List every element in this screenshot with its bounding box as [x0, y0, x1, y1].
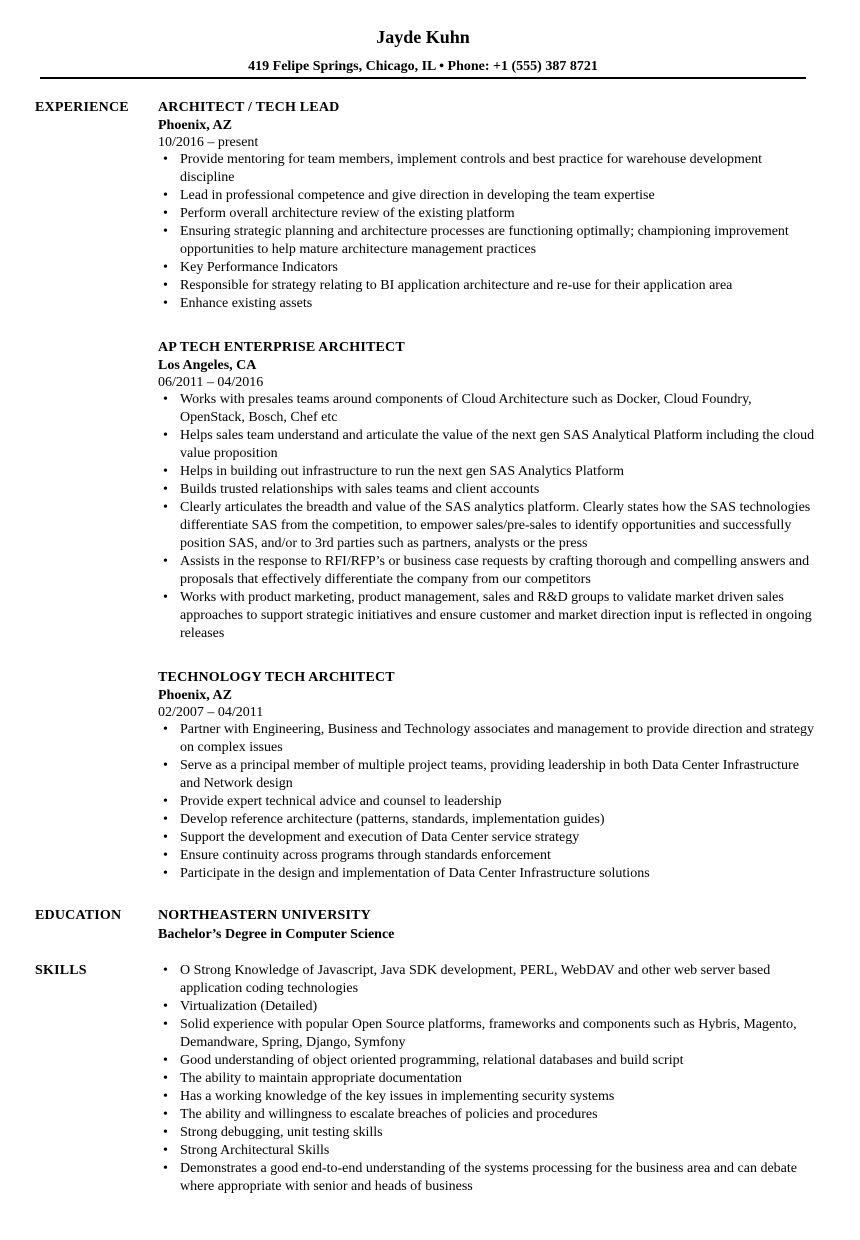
- skills-list: [158, 962, 818, 1196]
- bullet-item: [158, 463, 818, 481]
- resume-name: Jayde Kuhn: [376, 27, 470, 47]
- bullet-icon: •: [163, 482, 168, 497]
- skill-text: Demonstrates a good end-to-end understanding of the systems processing for the business area and can debate where appropriate with senior and heads of business: [180, 1161, 797, 1194]
- bullet-icon: •: [163, 260, 168, 275]
- job-bullets: [158, 391, 818, 643]
- bullet-icon: •: [163, 464, 168, 479]
- education-heading: EDUCATION: [35, 908, 122, 923]
- job-title: AP TECH ENTERPRISE ARCHITECT: [158, 340, 405, 355]
- skill-text: O Strong Knowledge of Javascript, Java SDK development, PERL, WebDAV and other web server based application coding technologies: [180, 963, 771, 996]
- bullet-item: [158, 151, 818, 187]
- bullet-text: Key Performance Indicators: [180, 260, 338, 275]
- bullet-icon: •: [163, 278, 168, 293]
- bullet-text: Participate in the design and implementation of Data Center Infrastructure solutions: [180, 866, 650, 881]
- bullet-text: Provide mentoring for team members, implement controls and best practice for warehouse development discipline: [180, 152, 762, 185]
- bullet-text: Builds trusted relationships with sales teams and client accounts: [180, 482, 540, 497]
- job-location: Los Angeles, CA: [158, 358, 257, 373]
- bullet-item: [158, 847, 818, 865]
- bullet-item: [158, 811, 818, 829]
- skill-item: [158, 1052, 818, 1070]
- job-dates: 06/2011 – 04/2016: [158, 375, 264, 390]
- bullet-text: Perform overall architecture review of the existing platform: [180, 206, 515, 221]
- skill-item: [158, 1070, 818, 1088]
- job-entry: [158, 99, 818, 313]
- bullet-icon: •: [163, 722, 168, 737]
- skill-item: [158, 1160, 818, 1196]
- skill-item: [158, 1016, 818, 1052]
- bullet-icon: •: [163, 428, 168, 443]
- header-divider: [40, 77, 806, 79]
- job-bullets: [158, 151, 818, 313]
- bullet-icon: •: [163, 866, 168, 881]
- skills-heading: SKILLS: [35, 963, 87, 978]
- bullet-icon: •: [163, 1125, 168, 1140]
- bullet-text: Responsible for strategy relating to BI application architecture and re-use for their application area: [180, 278, 733, 293]
- bullet-icon: •: [163, 206, 168, 221]
- job-dates: 02/2007 – 04/2011: [158, 705, 264, 720]
- skill-item: [158, 1106, 818, 1124]
- school-name: NORTHEASTERN UNIVERSITY: [158, 908, 371, 923]
- job-entry: [158, 339, 818, 643]
- skill-text: Strong Architectural Skills: [180, 1143, 330, 1158]
- bullet-item: [158, 499, 818, 553]
- bullet-icon: •: [163, 963, 168, 978]
- bullet-icon: •: [163, 830, 168, 845]
- bullet-icon: •: [163, 1053, 168, 1068]
- job-location: Phoenix, AZ: [158, 118, 232, 133]
- bullet-item: [158, 589, 818, 643]
- bullet-text: Helps sales team understand and articulate the value of the next gen SAS Analytical Platform including the cloud value proposition: [180, 428, 815, 461]
- experience-heading: EXPERIENCE: [35, 100, 129, 115]
- bullet-item: [158, 865, 818, 883]
- bullet-text: Ensure continuity across programs through standards enforcement: [180, 848, 551, 863]
- job-dates: 10/2016 – present: [158, 135, 259, 150]
- bullet-icon: •: [163, 152, 168, 167]
- skill-item: [158, 998, 818, 1016]
- bullet-item: [158, 481, 818, 499]
- bullet-text: Assists in the response to RFI/RFP’s or business case requests by crafting thorough and compelling answers and proposals that effectively differentiate the company from our competitors: [180, 554, 810, 587]
- bullet-item: [158, 187, 818, 205]
- bullet-text: Lead in professional competence and give direction in developing the team expertise: [180, 188, 655, 203]
- bullet-text: Ensuring strategic planning and architecture processes are functioning optimally; championing improvement opportunities to help mature architecture management practices: [180, 224, 789, 257]
- bullet-icon: •: [163, 1089, 168, 1104]
- bullet-icon: •: [163, 812, 168, 827]
- bullet-icon: •: [163, 224, 168, 239]
- skill-text: Good understanding of object oriented programming, relational databases and build script: [180, 1053, 684, 1068]
- bullet-icon: •: [163, 500, 168, 515]
- bullet-text: Works with presales teams around components of Cloud Architecture such as Docker, Cloud Foundry, OpenStack, Bosch, Chef etc: [180, 392, 752, 425]
- skill-text: Virtualization (Detailed): [180, 999, 318, 1014]
- job-entry: [158, 669, 818, 883]
- skill-text: Strong debugging, unit testing skills: [180, 1125, 383, 1140]
- job-title: ARCHITECT / TECH LEAD: [158, 100, 340, 115]
- bullet-text: Works with product marketing, product management, sales and R&D groups to validate market driven sales approaches to support strategic initiatives and ensure customer and market direction input is reflected in ongoing releases: [180, 590, 812, 641]
- bullet-icon: •: [163, 1107, 168, 1122]
- bullet-item: [158, 223, 818, 259]
- contact-line: 419 Felipe Springs, Chicago, IL • Phone: +1 (555) 387 8721: [248, 59, 598, 74]
- bullet-item: [158, 295, 818, 313]
- education-entry: [158, 907, 818, 945]
- bullet-icon: •: [163, 999, 168, 1014]
- skill-item: [158, 1088, 818, 1106]
- bullet-icon: •: [163, 392, 168, 407]
- bullet-icon: •: [163, 1017, 168, 1032]
- bullet-item: [158, 205, 818, 223]
- skill-text: The ability and willingness to escalate breaches of policies and procedures: [180, 1107, 598, 1122]
- bullet-icon: •: [163, 554, 168, 569]
- bullet-icon: •: [163, 188, 168, 203]
- bullet-icon: •: [163, 1161, 168, 1176]
- skill-item: [158, 1124, 818, 1142]
- bullet-item: [158, 829, 818, 847]
- bullet-text: Enhance existing assets: [180, 296, 313, 311]
- skill-text: Has a working knowledge of the key issues in implementing security systems: [180, 1089, 615, 1104]
- bullet-icon: •: [163, 590, 168, 605]
- bullet-item: [158, 277, 818, 295]
- bullet-icon: •: [163, 794, 168, 809]
- bullet-text: Partner with Engineering, Business and Technology associates and management to provide direction and strategy on complex issues: [180, 722, 815, 755]
- bullet-item: [158, 553, 818, 589]
- bullet-text: Develop reference architecture (patterns, standards, implementation guides): [180, 812, 605, 827]
- bullet-text: Support the development and execution of Data Center service strategy: [180, 830, 580, 845]
- bullet-icon: •: [163, 1143, 168, 1158]
- job-location: Phoenix, AZ: [158, 688, 232, 703]
- skill-text: Solid experience with popular Open Source platforms, frameworks and components such as Hybris, Magento, Demandware, Spring, Django, Symfony: [180, 1017, 797, 1050]
- bullet-text: Helps in building out infrastructure to run the next gen SAS Analytics Platform: [180, 464, 625, 479]
- bullet-text: Provide expert technical advice and counsel to leadership: [180, 794, 502, 809]
- skill-item: [158, 1142, 818, 1160]
- bullet-item: [158, 259, 818, 277]
- degree-name: Bachelor’s Degree in Computer Science: [158, 927, 395, 942]
- bullet-item: [158, 391, 818, 427]
- skill-item: [158, 962, 818, 998]
- bullet-item: [158, 793, 818, 811]
- bullet-item: [158, 721, 818, 757]
- bullet-text: Clearly articulates the breadth and value of the SAS analytics platform. Clearly states how the SAS technologies differentiate SAS from the competition, to empower sales/pre-sales to identify opportunities and successfully position SAS, and/or to 3rd parties such as partners, analysts or the press: [180, 500, 811, 551]
- experience-list: [158, 99, 818, 909]
- job-bullets: [158, 721, 818, 883]
- bullet-icon: •: [163, 296, 168, 311]
- bullet-icon: •: [163, 758, 168, 773]
- skill-text: The ability to maintain appropriate documentation: [180, 1071, 462, 1086]
- bullet-icon: •: [163, 1071, 168, 1086]
- bullet-icon: •: [163, 848, 168, 863]
- bullet-text: Serve as a principal member of multiple project teams, providing leadership in both Data Center Infrastructure and Network design: [180, 758, 799, 791]
- skills-body: [158, 962, 818, 1196]
- bullet-item: [158, 757, 818, 793]
- job-title: TECHNOLOGY TECH ARCHITECT: [158, 670, 395, 685]
- bullet-item: [158, 427, 818, 463]
